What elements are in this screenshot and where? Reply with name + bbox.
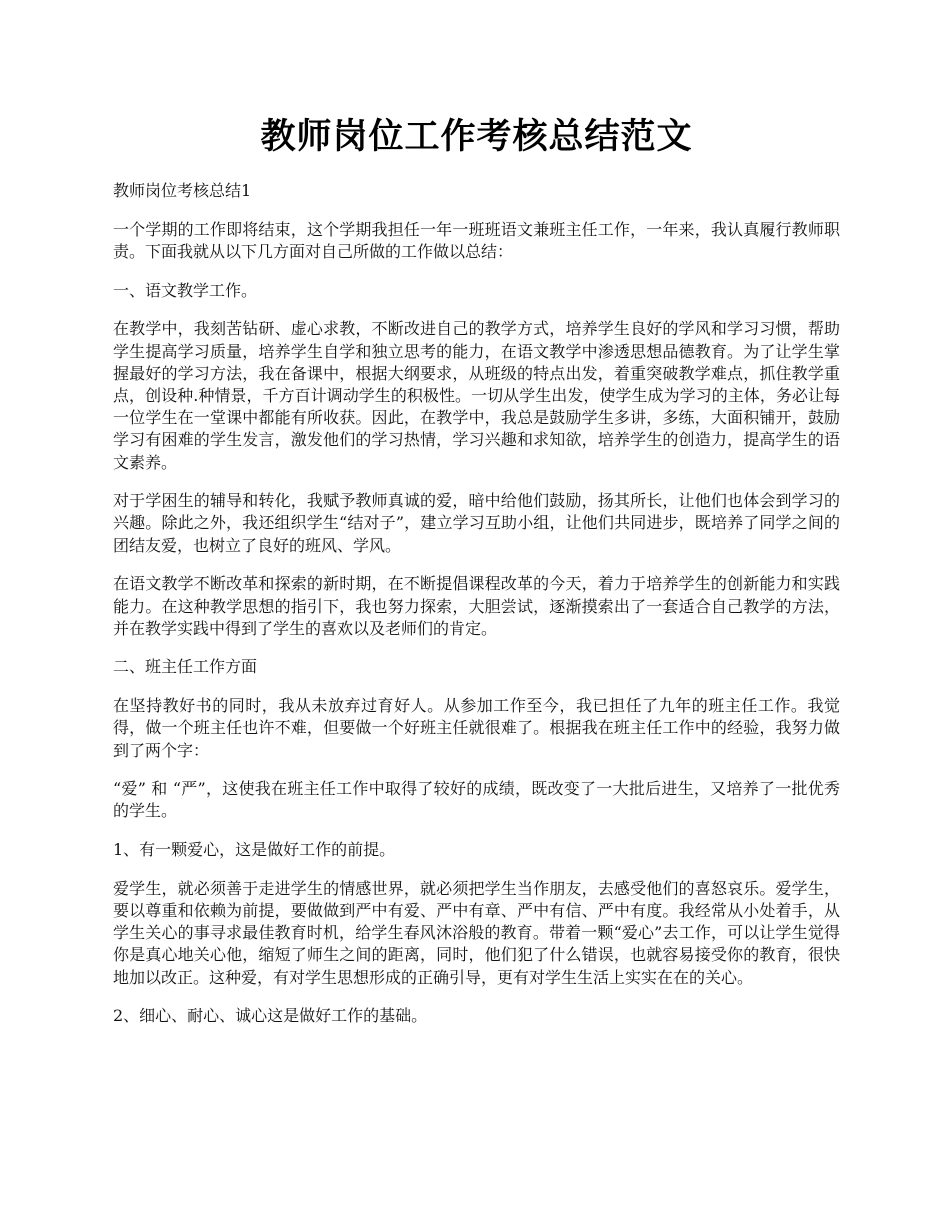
section-heading-chinese-teaching: 一、语文教学工作。 — [113, 280, 258, 300]
section-heading-head-teacher: 二、班主任工作方面 — [113, 657, 258, 677]
document-title: 教师岗位工作考核总结范文 — [260, 116, 693, 157]
paragraph-head-teacher-experience: 在坚持教好书的同时，我从未放弃过育好人。从参加工作至今，我已担任了九年的班主任工作。我觉得，做一个班主任也许不难，但要做一个好班主任就很难了。根据我在班主任工作中的经验，我努力做到了两个字： — [113, 696, 840, 760]
document-body — [113, 180, 840, 1044]
paragraph-love-and-strictness: “爱” 和 “严”，这使我在班主任工作中取得了较好的成绩，既改变了一大批后进生，又培养了一批优秀的学生。 — [113, 779, 840, 821]
paragraph-love-students: 爱学生，就必须善于走进学生的情感世界，就必须把学生当作朋友，去感受他们的喜怒哀乐。爱学生，要以尊重和依赖为前提，要做做到严中有爱、严中有章、严中有信、严中有度。我经常从小处着手，从学生关心的事寻求最佳教育时机，给学生春风沐浴般的教育。带着一颗“爱心”去工作，可以让学生觉得你是真心地关心他，缩短了师生之间的距离，同时，他们犯了什么错误，也就容易接受你的教育，很快地加以改正。这种爱，有对学生思想形成的正确引导，更有对学生生活上实实在在的关心。 — [113, 878, 840, 987]
section-subtitle: 教师岗位考核总结1 — [113, 181, 252, 200]
paragraph-teaching-methods: 在教学中，我刻苦钻研、虚心求教，不断改进自己的教学方式，培养学生良好的学风和学习习惯，帮助学生提高学习质量，培养学生自学和独立思考的能力，在语文教学中渗透思想品德教育。为了让学生掌握最好的学习方法，我在备课中，根据大纲要求，从班级的特点出发，着重突破教学难点，抓住教学重点，创设种.种情景，千方百计调动学生的积极性。一切从学生出发，使学生成为学习的主体，务必让每一位学生在一堂课中都能有所收获。因此，在教学中，我总是鼓励学生多讲，多练，大面积铺开，鼓励学习有困难的学生发言，激发他们的学习热情，学习兴趣和求知欲，培养学生的创造力，提高学生的语文素养。 — [113, 319, 840, 472]
paragraph-struggling-students: 对于学困生的辅导和转化，我赋予教师真诚的爱，暗中给他们鼓励，扬其所长，让他们也体会到学习的兴趣。除此之外，我还组织学生“结对子”，建立学习互助小组，让他们共同进步，既培养了同学之间的团结友爱，也树立了良好的班风、学风。 — [113, 491, 840, 555]
point-heading-1: 1、有一颗爱心，这是做好工作的前提。 — [113, 840, 396, 860]
paragraph-reform: 在语文教学不断改革和探索的新时期，在不断提倡课程改革的今天，着力于培养学生的创新能力和实践能力。在这种教学思想的指引下，我也努力探索，大胆尝试，逐渐摸索出了一套适合自己教学的方法，并在教学实践中得到了学生的喜欢以及老师们的肯定。 — [113, 574, 840, 638]
intro-paragraph: 一个学期的工作即将结束，这个学期我担任一年一班班语文兼班主任工作，一年来，我认真履行教师职责。下面我就从以下几方面对自己所做的工作做以总结： — [113, 219, 840, 261]
point-heading-2: 2、细心、耐心、诚心这是做好工作的基础。 — [113, 1006, 428, 1026]
